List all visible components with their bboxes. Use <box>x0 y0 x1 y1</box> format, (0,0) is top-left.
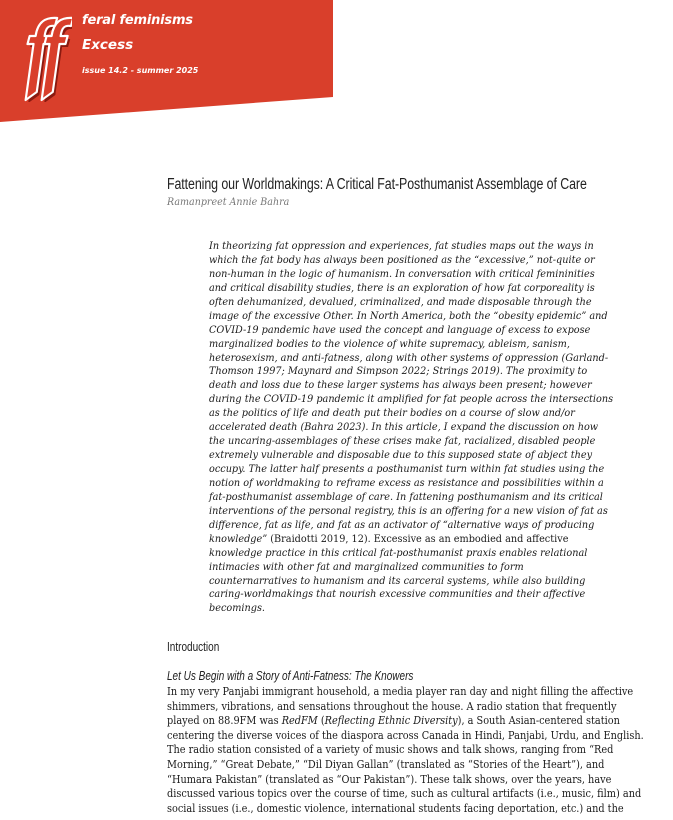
abstract-line: accelerated death (Bahra 2023). In this article, I expand the discussion on how <box>209 421 599 434</box>
abstract-line: notion of worldmaking to reframe excess as resistance and possibilities within a <box>209 476 604 489</box>
abstract-line: during the COVID-19 pandemic it amplified for fat people across the intersections <box>209 393 614 406</box>
body-line: Morning,” “Great Debate,” “Dil Diyan Gallan” (translated as “Stories of the Heart”), and <box>167 757 605 771</box>
abstract-line: In theorizing fat oppression and experiences, fat studies maps out the ways in <box>209 240 594 252</box>
station-name: RedFM <box>281 714 318 728</box>
abstract-line: as the politics of life and death put their bodies on a course of slow and/or <box>209 407 575 420</box>
body-line: centering the diverse voices of the diaspora across Canada in Hindi, Panjabi, Urdu, and English. <box>167 728 644 742</box>
abstract-line: which the fat body has always been positioned as the “excessive,” not-quite or <box>209 253 595 266</box>
abstract-line: fat-posthumanist assemblage of care. In fattening posthumanism and its critical <box>209 490 603 503</box>
article-author: Ramanpreet Annie Bahra <box>167 197 290 208</box>
abstract-line: caring-worldmakings that nourish excessive communities and their affective <box>209 588 586 601</box>
body-line <box>167 714 644 729</box>
abstract-line: occupy. The latter half presents a posthumanist turn within fat studies using the <box>209 463 605 475</box>
section-heading-introduction: Introduction <box>167 640 220 654</box>
abstract-line: intimacies with other fat and marginalized communities to form <box>209 560 524 573</box>
body-line: discussed various topics over the course of time, such as cultural artifacts (i.e., music, film) and <box>167 787 642 801</box>
body-text-run: played on 88.9FM was <box>167 714 282 728</box>
abstract-line: and critical disability studies, there is an exploration of how fat corporeality is <box>209 281 595 294</box>
abstract-line: death and loss due to these larger systems has always been present; however <box>209 379 592 392</box>
issue-theme: Excess <box>82 37 134 53</box>
abstract-line: extremely vulnerable and disposable due to this supposed state of abject they <box>209 449 593 462</box>
abstract-line: knowledge practice in this critical fat-posthumanist praxis enables relational <box>209 546 588 559</box>
abstract-line: marginalized bodies to the violence of white supremacy, ableism, sanism, <box>209 337 570 350</box>
abstract-line: counternarratives to humanism and its carceral systems, while also building <box>209 574 586 587</box>
journal-header-banner <box>0 0 333 124</box>
issue-info: issue 14.2 - summer 2025 <box>82 66 199 75</box>
abstract-line: heterosexism, and anti-fatness, along with other systems of oppression (Garland- <box>209 351 609 364</box>
article-title: Fattening our Worldmakings: A Critical Fat-Posthumanist Assemblage of Care <box>167 176 587 193</box>
body-text-run: ( <box>317 714 325 728</box>
station-name-expansion: Reflecting Ethnic Diversity <box>324 714 458 728</box>
abstract-line: difference, fat as life, and fat as an activator of “alternative ways of producing <box>209 518 595 531</box>
body-text <box>167 685 673 816</box>
abstract <box>209 240 651 616</box>
abstract-citation: (Braidotti 2019, 12). Excessive as an embodied and affective <box>267 532 569 545</box>
body-text-run: ), a South Asian-centered station <box>457 714 620 728</box>
abstract-line: often dehumanized, devalued, criminalized, and made disposable through the <box>209 295 592 308</box>
body-line: In my very Panjabi immigrant household, a media player ran day and night filling the affective <box>167 685 634 698</box>
body-line: social issues (i.e., domestic violence, international students facing deportation, etc.) and the <box>167 801 624 815</box>
subsection-heading: Let Us Begin with a Story of Anti-Fatness: The Knowers <box>167 669 414 683</box>
abstract-line: image of the excessive Other. In North America, both the “obesity epidemic” and <box>209 309 608 322</box>
abstract-line: becomings. <box>209 602 266 615</box>
body-line: “Humara Pakistan” (translated as “Our Pakistan”). These talk shows, over the years, have <box>167 772 612 786</box>
abstract-line: the uncaring-assemblages of these crises make fat, racialized, disabled people <box>209 435 596 448</box>
abstract-line: Thomson 1997; Maynard and Simpson 2022; Strings 2019). The proximity to <box>209 365 588 378</box>
body-line: shimmers, vibrations, and sensations throughout the house. A radio station that frequently <box>167 699 617 713</box>
abstract-quote-end: knowledge” <box>209 532 268 545</box>
ff-logo-icon <box>14 12 72 102</box>
abstract-line: COVID-19 pandemic have used the concept and language of excess to expose <box>209 323 591 336</box>
abstract-line: interventions of the personal registry, this is an offering for a new vision of fat as <box>209 504 608 517</box>
abstract-line <box>209 533 613 547</box>
body-line: The radio station consisted of a variety of music shows and talk shows, ranging from “Red <box>167 743 614 757</box>
abstract-line: non-human in the logic of humanism. In conversation with critical femininities <box>209 267 595 280</box>
journal-name: feral feminisms <box>82 13 193 28</box>
